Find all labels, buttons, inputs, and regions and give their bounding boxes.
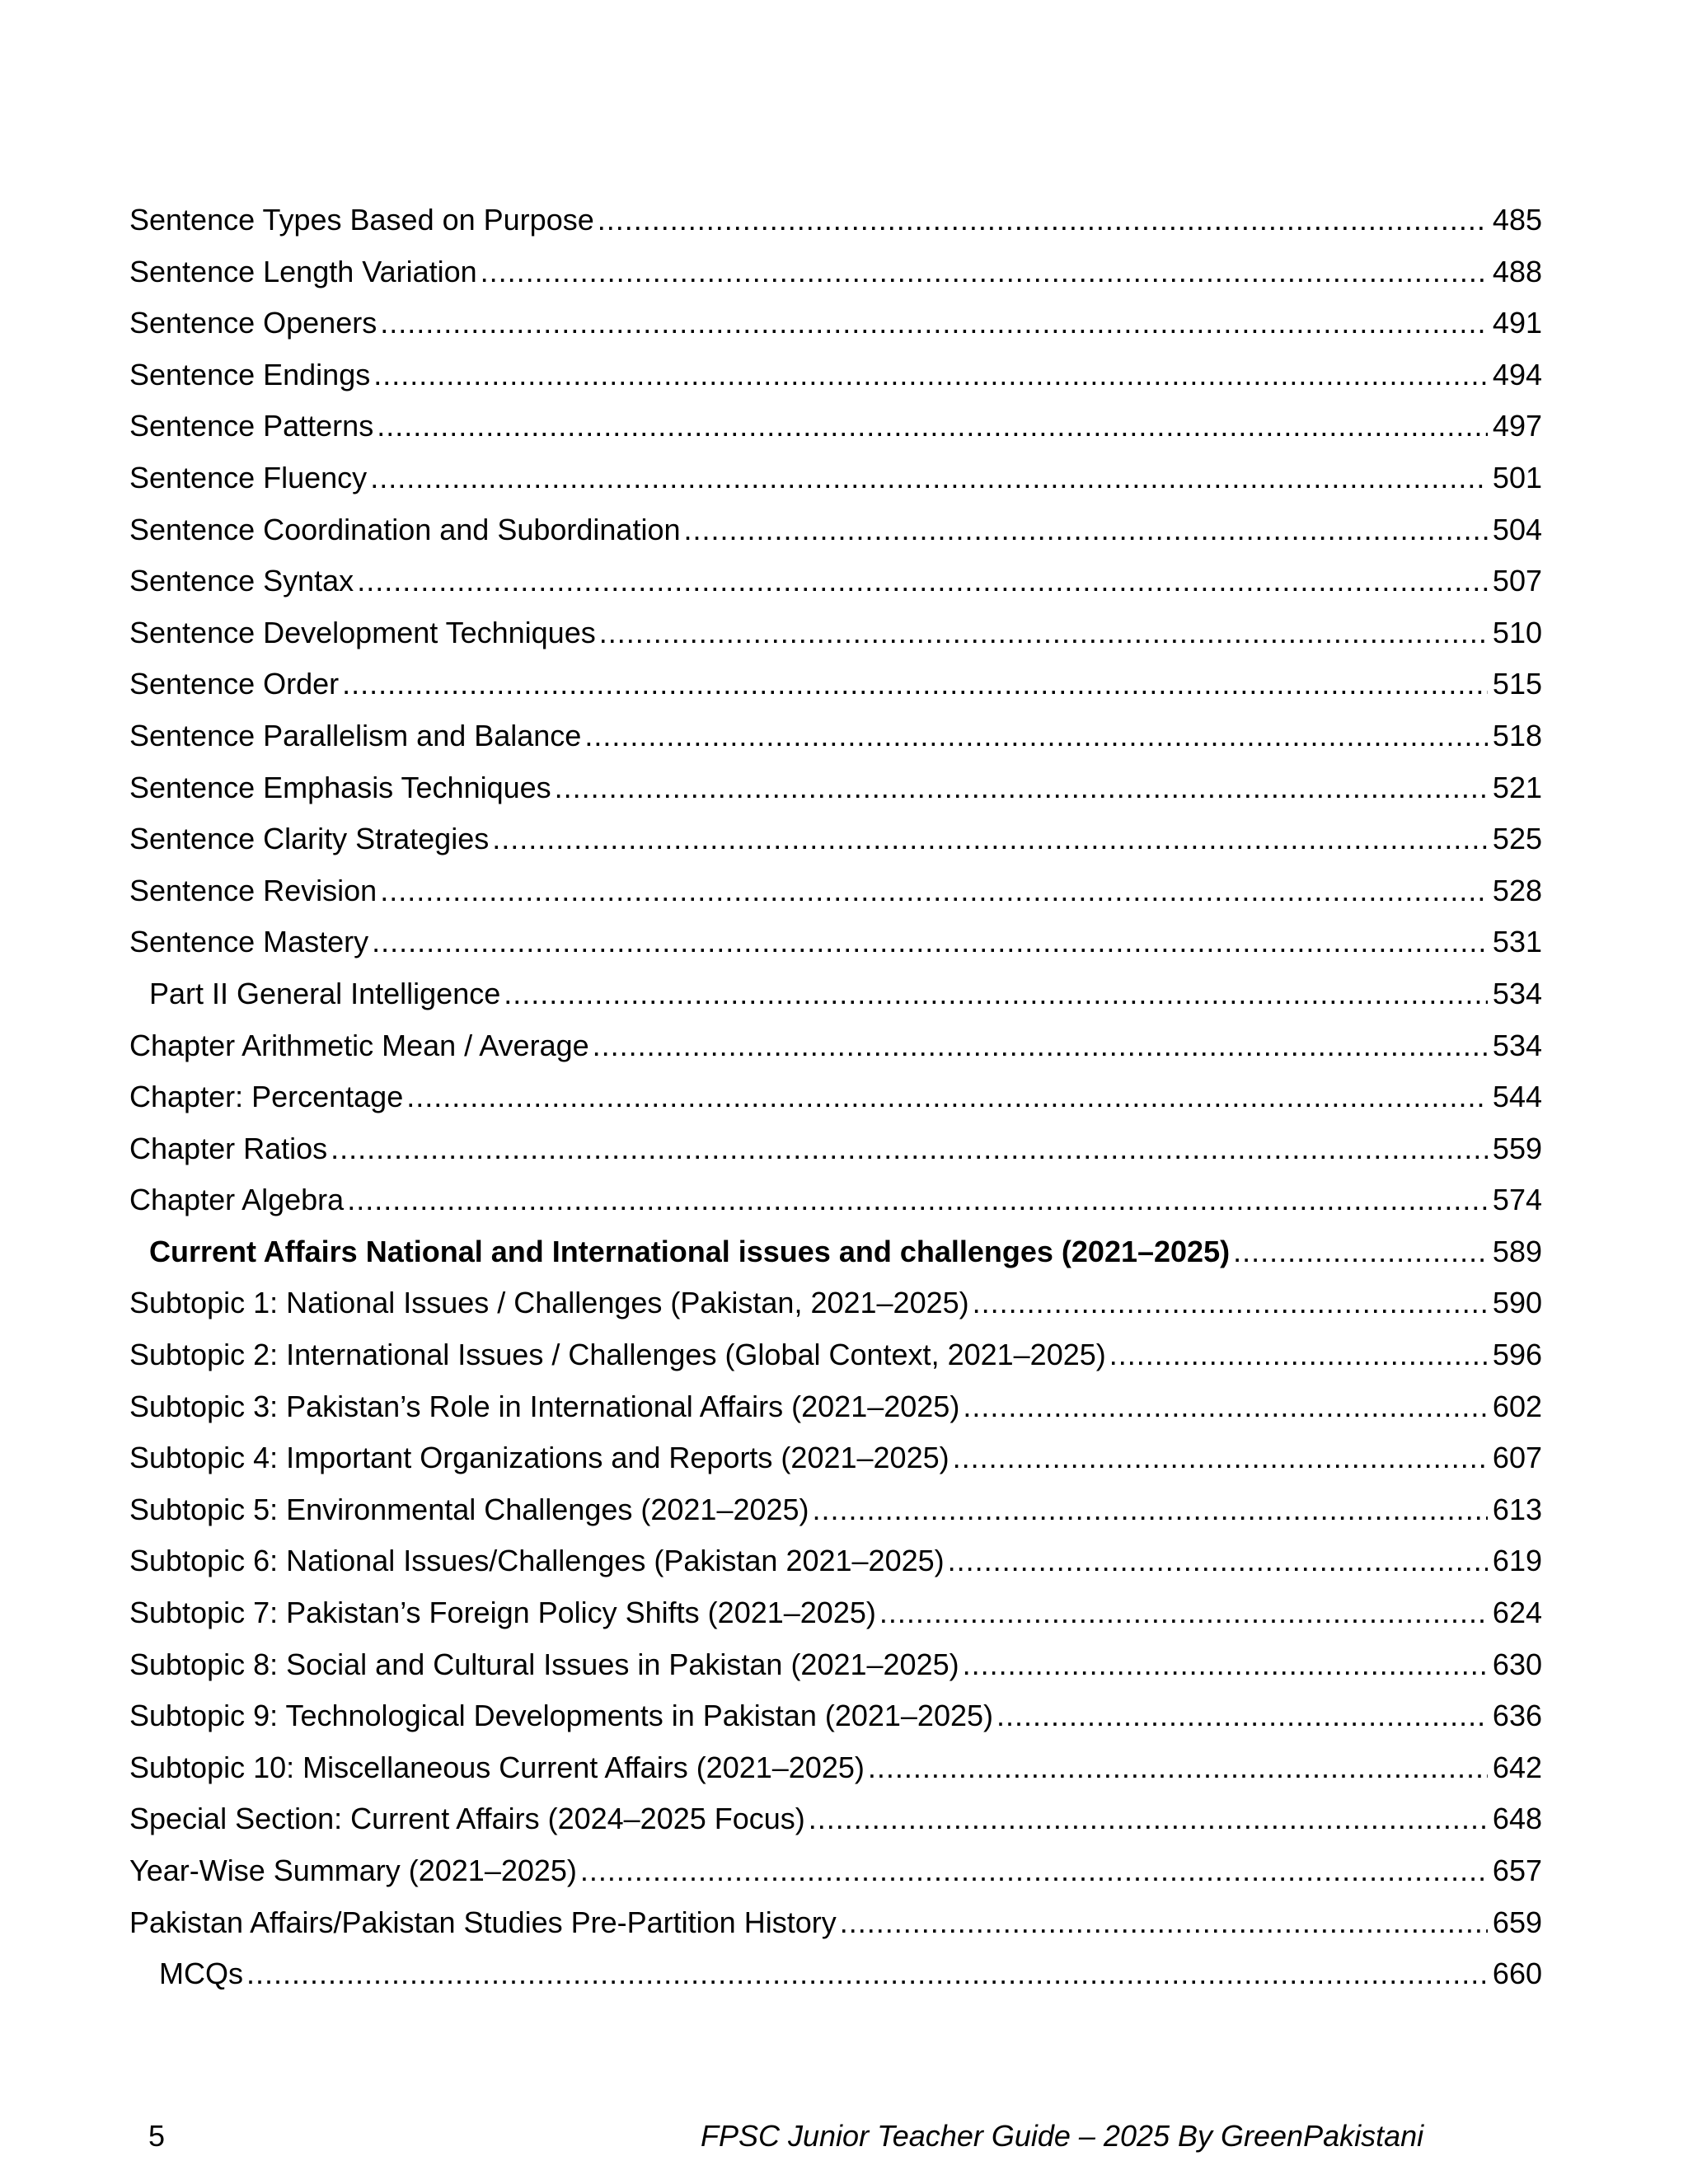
toc-entry-title: Subtopic 9: Technological Developments in Pakistan (2021–2025) bbox=[129, 1699, 994, 1733]
toc-entry[interactable] bbox=[129, 1020, 1542, 1072]
toc-entry-page: 642 bbox=[1492, 1750, 1542, 1784]
toc-entry[interactable] bbox=[129, 1174, 1542, 1226]
toc-dot-leader bbox=[331, 1123, 1488, 1175]
toc-entry-title: Year-Wise Summary (2021–2025) bbox=[129, 1854, 577, 1887]
toc-entry[interactable] bbox=[129, 762, 1542, 814]
toc-entry-page: 531 bbox=[1492, 925, 1542, 959]
toc-entry-page: 515 bbox=[1492, 667, 1542, 701]
toc-dot-leader bbox=[555, 762, 1488, 814]
toc-entry-title: Sentence Emphasis Techniques bbox=[129, 770, 551, 804]
toc-entry-title: Sentence Fluency bbox=[129, 460, 368, 494]
toc-entry-page: 501 bbox=[1492, 460, 1542, 494]
toc-entry-title: Sentence Revision bbox=[129, 873, 377, 907]
toc-entry-title: Subtopic 10: Miscellaneous Current Affairs (2021–2025) bbox=[129, 1750, 865, 1784]
toc-entry-page: 491 bbox=[1492, 306, 1542, 340]
toc-entry-page: 596 bbox=[1492, 1338, 1542, 1372]
table-of-contents bbox=[129, 194, 1542, 2000]
toc-entry-page: 624 bbox=[1492, 1596, 1542, 1630]
toc-dot-leader bbox=[357, 555, 1488, 607]
toc-entry-title: Sentence Patterns bbox=[129, 409, 374, 443]
toc-entry-title: Chapter: Percentage bbox=[129, 1080, 404, 1114]
toc-entry[interactable] bbox=[129, 710, 1542, 762]
toc-entry-title: Chapter Algebra bbox=[129, 1183, 345, 1217]
toc-dot-leader bbox=[406, 1071, 1488, 1123]
toc-entry-page: 630 bbox=[1492, 1647, 1542, 1681]
toc-dot-leader bbox=[963, 1639, 1488, 1691]
toc-entry-page: 657 bbox=[1492, 1854, 1542, 1887]
toc-entry-title: Special Section: Current Affairs (2024–2025 Focus) bbox=[129, 1802, 805, 1836]
toc-entry[interactable] bbox=[129, 1742, 1542, 1794]
toc-dot-leader bbox=[380, 298, 1488, 349]
toc-dot-leader bbox=[372, 916, 1488, 968]
toc-dot-leader bbox=[996, 1690, 1488, 1742]
toc-entry-title: Sentence Length Variation bbox=[129, 254, 477, 288]
toc-entry-page: 525 bbox=[1492, 822, 1542, 856]
toc-dot-leader bbox=[809, 1793, 1488, 1845]
toc-entry-title: Sentence Types Based on Purpose bbox=[129, 203, 594, 237]
toc-entry[interactable] bbox=[129, 1690, 1542, 1742]
toc-entry-title: Sentence Development Techniques bbox=[129, 615, 596, 649]
toc-dot-leader bbox=[948, 1535, 1488, 1587]
toc-entry[interactable] bbox=[129, 452, 1542, 504]
toc-entry-page: 518 bbox=[1492, 718, 1542, 752]
toc-entry-title: Pakistan Affairs/Pakistan Studies Pre-Partition History bbox=[129, 1905, 837, 1939]
toc-entry-page: 559 bbox=[1492, 1131, 1542, 1165]
footer-title: FPSC Junior Teacher Guide – 2025 By GreenPakistani bbox=[701, 2119, 1424, 2153]
toc-entry-title: MCQs bbox=[159, 1957, 243, 1991]
toc-entry[interactable] bbox=[129, 968, 1542, 1020]
toc-dot-leader bbox=[599, 607, 1488, 659]
toc-dot-leader bbox=[1233, 1226, 1488, 1278]
toc-dot-leader bbox=[580, 1845, 1488, 1897]
toc-dot-leader bbox=[492, 813, 1488, 865]
toc-entry-page: 510 bbox=[1492, 615, 1542, 649]
toc-dot-leader bbox=[246, 1948, 1488, 2000]
toc-entry[interactable] bbox=[129, 401, 1542, 452]
toc-entry[interactable] bbox=[129, 555, 1542, 607]
toc-entry-title: Sentence Order bbox=[129, 667, 340, 701]
toc-entry-page: 607 bbox=[1492, 1441, 1542, 1475]
toc-dot-leader bbox=[380, 865, 1488, 917]
toc-entry-page: 521 bbox=[1492, 770, 1542, 804]
toc-dot-leader bbox=[593, 1020, 1488, 1072]
toc-dot-leader bbox=[598, 194, 1488, 246]
toc-entry-page: 574 bbox=[1492, 1183, 1542, 1217]
toc-dot-leader bbox=[879, 1587, 1488, 1639]
toc-entry-title: Sentence Clarity Strategies bbox=[129, 822, 490, 856]
toc-entry-page: 528 bbox=[1492, 873, 1542, 907]
toc-dot-leader bbox=[342, 658, 1488, 710]
toc-entry-page: 648 bbox=[1492, 1802, 1542, 1836]
toc-entry[interactable] bbox=[129, 349, 1542, 401]
toc-entry-title: Sentence Mastery bbox=[129, 925, 369, 959]
toc-dot-leader bbox=[868, 1742, 1488, 1794]
toc-entry[interactable] bbox=[129, 1639, 1542, 1691]
toc-dot-leader bbox=[347, 1174, 1488, 1226]
toc-entry[interactable] bbox=[129, 1535, 1542, 1587]
toc-entry-title: Subtopic 6: National Issues/Challenges (Pakistan 2021–2025) bbox=[129, 1544, 945, 1578]
toc-entry-page: 660 bbox=[1492, 1957, 1542, 1991]
toc-entry-title: Subtopic 3: Pakistan’s Role in International Affairs (2021–2025) bbox=[129, 1389, 960, 1423]
toc-entry[interactable] bbox=[129, 916, 1542, 968]
toc-entry-page: 602 bbox=[1492, 1389, 1542, 1423]
toc-entry[interactable] bbox=[129, 1587, 1542, 1639]
toc-dot-leader bbox=[377, 401, 1488, 452]
toc-entry[interactable] bbox=[129, 1277, 1542, 1329]
toc-entry[interactable] bbox=[129, 1123, 1542, 1175]
toc-dot-leader bbox=[1109, 1329, 1488, 1381]
toc-entry-page: 534 bbox=[1492, 976, 1542, 1010]
toc-entry[interactable] bbox=[129, 865, 1542, 917]
toc-entry-page: 497 bbox=[1492, 409, 1542, 443]
toc-dot-leader bbox=[840, 1897, 1488, 1949]
toc-entry-page: 485 bbox=[1492, 203, 1542, 237]
toc-entry[interactable] bbox=[129, 246, 1542, 298]
toc-entry-title: Chapter Ratios bbox=[129, 1131, 328, 1165]
toc-entry[interactable] bbox=[129, 1948, 1542, 2000]
toc-entry[interactable] bbox=[129, 1484, 1542, 1536]
toc-entry[interactable] bbox=[129, 1381, 1542, 1433]
toc-entry-page: 589 bbox=[1492, 1234, 1542, 1268]
toc-dot-leader bbox=[963, 1381, 1488, 1433]
toc-entry-title: Subtopic 2: International Issues / Challenges (Global Context, 2021–2025) bbox=[129, 1338, 1106, 1372]
toc-entry[interactable] bbox=[129, 298, 1542, 349]
toc-entry-title: Part II General Intelligence bbox=[149, 976, 501, 1010]
toc-dot-leader bbox=[370, 452, 1488, 504]
toc-dot-leader bbox=[481, 246, 1488, 298]
footer-page-number: 5 bbox=[148, 2119, 166, 2153]
toc-entry-page: 488 bbox=[1492, 254, 1542, 288]
toc-entry[interactable] bbox=[129, 504, 1542, 556]
toc-dot-leader bbox=[684, 504, 1489, 556]
toc-dot-leader bbox=[973, 1277, 1488, 1329]
toc-entry-page: 590 bbox=[1492, 1286, 1542, 1320]
toc-entry[interactable] bbox=[129, 1226, 1542, 1278]
toc-entry-title: Sentence Openers bbox=[129, 306, 377, 340]
toc-entry-title: Subtopic 5: Environmental Challenges (2021–2025) bbox=[129, 1492, 809, 1526]
toc-entry-title: Subtopic 1: National Issues / Challenges (Pakistan, 2021–2025) bbox=[129, 1286, 969, 1320]
toc-entry-title: Sentence Parallelism and Balance bbox=[129, 718, 582, 752]
toc-entry[interactable] bbox=[129, 1793, 1542, 1845]
toc-entry-page: 619 bbox=[1492, 1544, 1542, 1578]
toc-entry-page: 544 bbox=[1492, 1080, 1542, 1114]
toc-entry-page: 494 bbox=[1492, 357, 1542, 391]
toc-entry-page: 613 bbox=[1492, 1492, 1542, 1526]
toc-entry-page: 659 bbox=[1492, 1905, 1542, 1939]
toc-entry-title: Current Affairs National and International issues and challenges (2021–2025) bbox=[149, 1234, 1231, 1268]
toc-dot-leader bbox=[504, 968, 1488, 1020]
toc-entry-title: Subtopic 4: Important Organizations and Reports (2021–2025) bbox=[129, 1441, 950, 1475]
toc-dot-leader bbox=[953, 1432, 1488, 1484]
toc-entry-page: 534 bbox=[1492, 1028, 1542, 1062]
toc-entry[interactable] bbox=[129, 1329, 1542, 1381]
toc-entry-title: Chapter Arithmetic Mean / Average bbox=[129, 1028, 589, 1062]
toc-entry[interactable] bbox=[129, 1432, 1542, 1484]
toc-entry-page: 504 bbox=[1492, 512, 1542, 546]
toc-entry[interactable] bbox=[129, 1845, 1542, 1897]
toc-entry-page: 507 bbox=[1492, 564, 1542, 598]
toc-entry-title: Subtopic 8: Social and Cultural Issues in Pakistan (2021–2025) bbox=[129, 1647, 959, 1681]
toc-entry[interactable] bbox=[129, 607, 1542, 659]
toc-dot-leader bbox=[584, 710, 1488, 762]
toc-entry[interactable] bbox=[129, 1071, 1542, 1123]
toc-entry-title: Sentence Coordination and Subordination bbox=[129, 512, 681, 546]
toc-dot-leader bbox=[813, 1484, 1488, 1536]
toc-entry-title: Subtopic 7: Pakistan’s Foreign Policy Shifts (2021–2025) bbox=[129, 1596, 876, 1630]
toc-entry[interactable] bbox=[129, 813, 1542, 865]
toc-dot-leader bbox=[373, 349, 1488, 401]
toc-entry-title: Sentence Syntax bbox=[129, 564, 354, 598]
toc-entry[interactable] bbox=[129, 658, 1542, 710]
toc-entry[interactable] bbox=[129, 194, 1542, 246]
toc-entry[interactable] bbox=[129, 1897, 1542, 1949]
toc-entry-title: Sentence Endings bbox=[129, 357, 371, 391]
toc-entry-page: 636 bbox=[1492, 1699, 1542, 1733]
